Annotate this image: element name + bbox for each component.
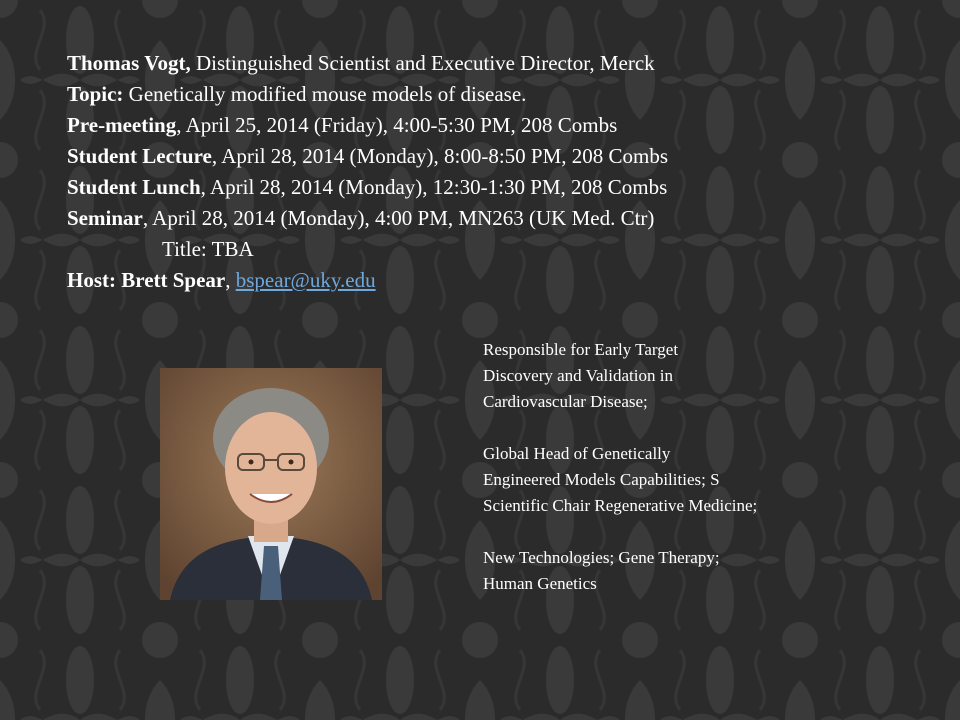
student-lunch-line [67, 172, 927, 203]
topic-value: Genetically modified mouse models of disease. [123, 82, 527, 106]
event-label: Seminar [67, 206, 143, 230]
bio-line: Responsible for Early Target [483, 340, 679, 359]
pre-meeting-line [67, 110, 927, 141]
seminar-title: Title: TBA [162, 237, 254, 261]
bio-line: Engineered Models Capabilities; S [483, 470, 720, 489]
event-details-text: , April 28, 2014 (Monday), 4:00 PM, MN263 (UK Med. Ctr) [142, 206, 655, 230]
host-line [67, 265, 927, 296]
bio-line: New Technologies; Gene Therapy; [483, 548, 720, 567]
bio-line: Human Genetics [483, 574, 597, 593]
speaker-bio [483, 337, 903, 597]
speaker-title: Distinguished Scientist and Executive Director, Merck [190, 51, 655, 75]
topic-label: Topic: [67, 82, 124, 106]
bio-line: Discovery and Validation in [483, 366, 673, 385]
host-email-link[interactable]: bspear@uky.edu [235, 268, 376, 292]
student-lecture-line [67, 141, 927, 172]
seminar-line [67, 203, 927, 234]
host-separator: , [225, 268, 236, 292]
event-label: Pre-meeting [67, 113, 177, 137]
bio-line: Scientific Chair Regenerative Medicine; [483, 496, 758, 515]
event-details-text: , April 28, 2014 (Monday), 8:00-8:50 PM, 208 Combs [211, 144, 669, 168]
bio-line: Global Head of Genetically [483, 444, 671, 463]
speaker-photo [160, 368, 382, 600]
event-label: Student Lunch [67, 175, 201, 199]
speaker-name: Thomas Vogt, [67, 51, 191, 75]
topic-line [67, 79, 927, 110]
bio-line: Cardiovascular Disease; [483, 392, 648, 411]
event-details [67, 48, 927, 296]
event-label: Student Lecture [67, 144, 212, 168]
speaker-line [67, 48, 927, 79]
event-details-text: , April 28, 2014 (Monday), 12:30-1:30 PM, 208 Combs [200, 175, 668, 199]
event-details-text: , April 25, 2014 (Friday), 4:00-5:30 PM, 208 Combs [176, 113, 618, 137]
host-label: Host: Brett Spear [67, 268, 226, 292]
